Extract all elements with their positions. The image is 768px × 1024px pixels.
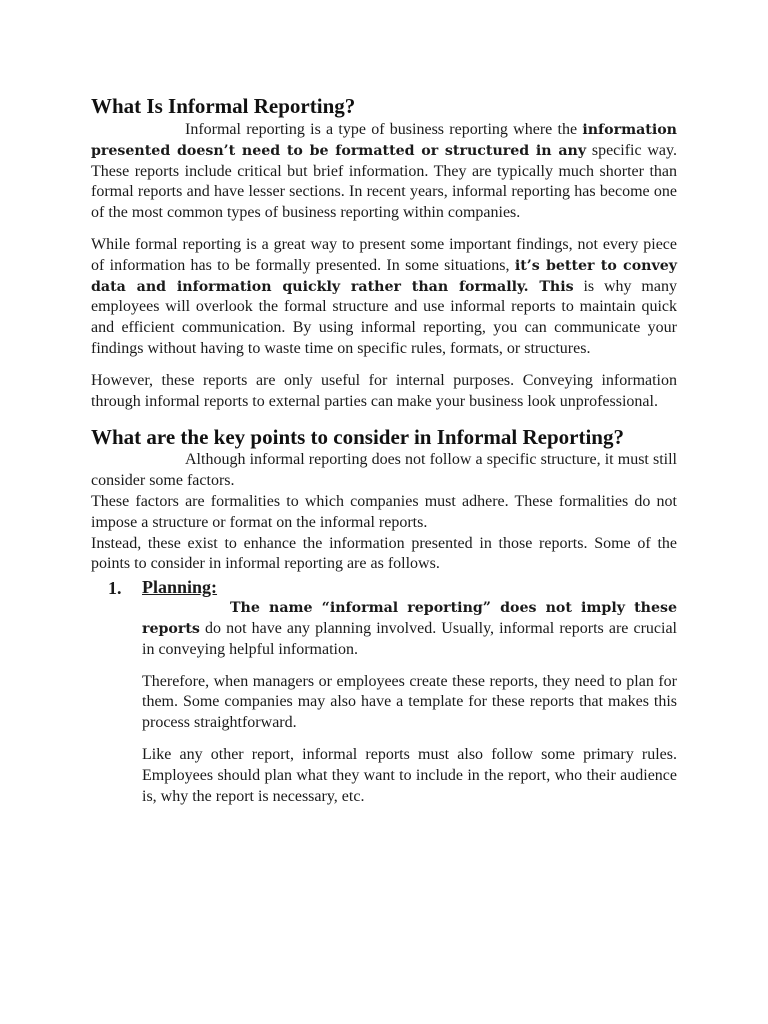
planning-paragraph-1	[142, 598, 677, 660]
list-number: 1.	[108, 578, 122, 599]
text-run: Informal reporting is a type of business reporting where the	[185, 121, 583, 138]
planning-paragraph-3: Like any other report, informal reports must also follow some primary rules. Employees should plan what they want to include in the report, who their audience is, why the report is necessary, etc.	[142, 745, 677, 805]
text-run: is why many employees will overlook the formal structure and use informal reports to maintain quick and efficient communication. By using informal reporting, you can communicate your findings without having to waste time on specific rules, formats, or structures.	[91, 277, 677, 357]
text-run: specific way. These reports include critical but brief information. They are typically much shorter than formal reports and have lesser sections. In recent years, informal reporting has become one of the most common types of business reporting within companies.	[91, 141, 677, 222]
bold-text-run: The name “informal reporting” does not imply these reports	[142, 600, 677, 637]
document-page	[91, 93, 677, 818]
bold-text-run: it’s better to convey data and information quickly rather than formally. This	[91, 257, 677, 295]
planning-paragraph-2: Therefore, when managers or employees create these reports, they need to plan for them. Some companies may also have a template for these reports that makes this process straightforward.	[142, 672, 677, 732]
paragraph-intro-formalities: These factors are formalities to which companies must adhere. These formalities do not impose a structure or format on the informal reports.	[91, 492, 677, 531]
heading-what-is-informal-reporting: What Is Informal Reporting?	[91, 94, 356, 118]
list-item-planning	[91, 576, 677, 807]
key-points-list	[91, 576, 677, 807]
paragraph-internal-use: However, these reports are only useful for internal purposes. Conveying information through informal reports to external parties can make your business look unprofessional.	[91, 371, 677, 410]
heading-key-points: What are the key points to consider in Informal Reporting?	[91, 425, 624, 450]
paragraph-intro-enhance: Instead, these exist to enhance the information presented in those reports. Some of the points to consider in informal reporting are as follows.	[91, 534, 677, 573]
text-run: do not have any planning involved. Usually, informal reports are crucial in conveying helpful information.	[142, 619, 677, 658]
text-run: While formal reporting is a great way to present some important findings, not every piece of information has to be formally presented. In some situations,	[91, 235, 677, 274]
paragraph-definition	[91, 120, 677, 224]
paragraph-formal-vs-informal	[91, 235, 677, 360]
list-item-title: Planning:	[142, 577, 218, 598]
paragraph-intro-structure: Although informal reporting does not follow a specific structure, it must still consider some factors.	[91, 451, 677, 490]
bold-text-run: information presented doesn’t need to be formatted or structured in any	[91, 122, 677, 159]
